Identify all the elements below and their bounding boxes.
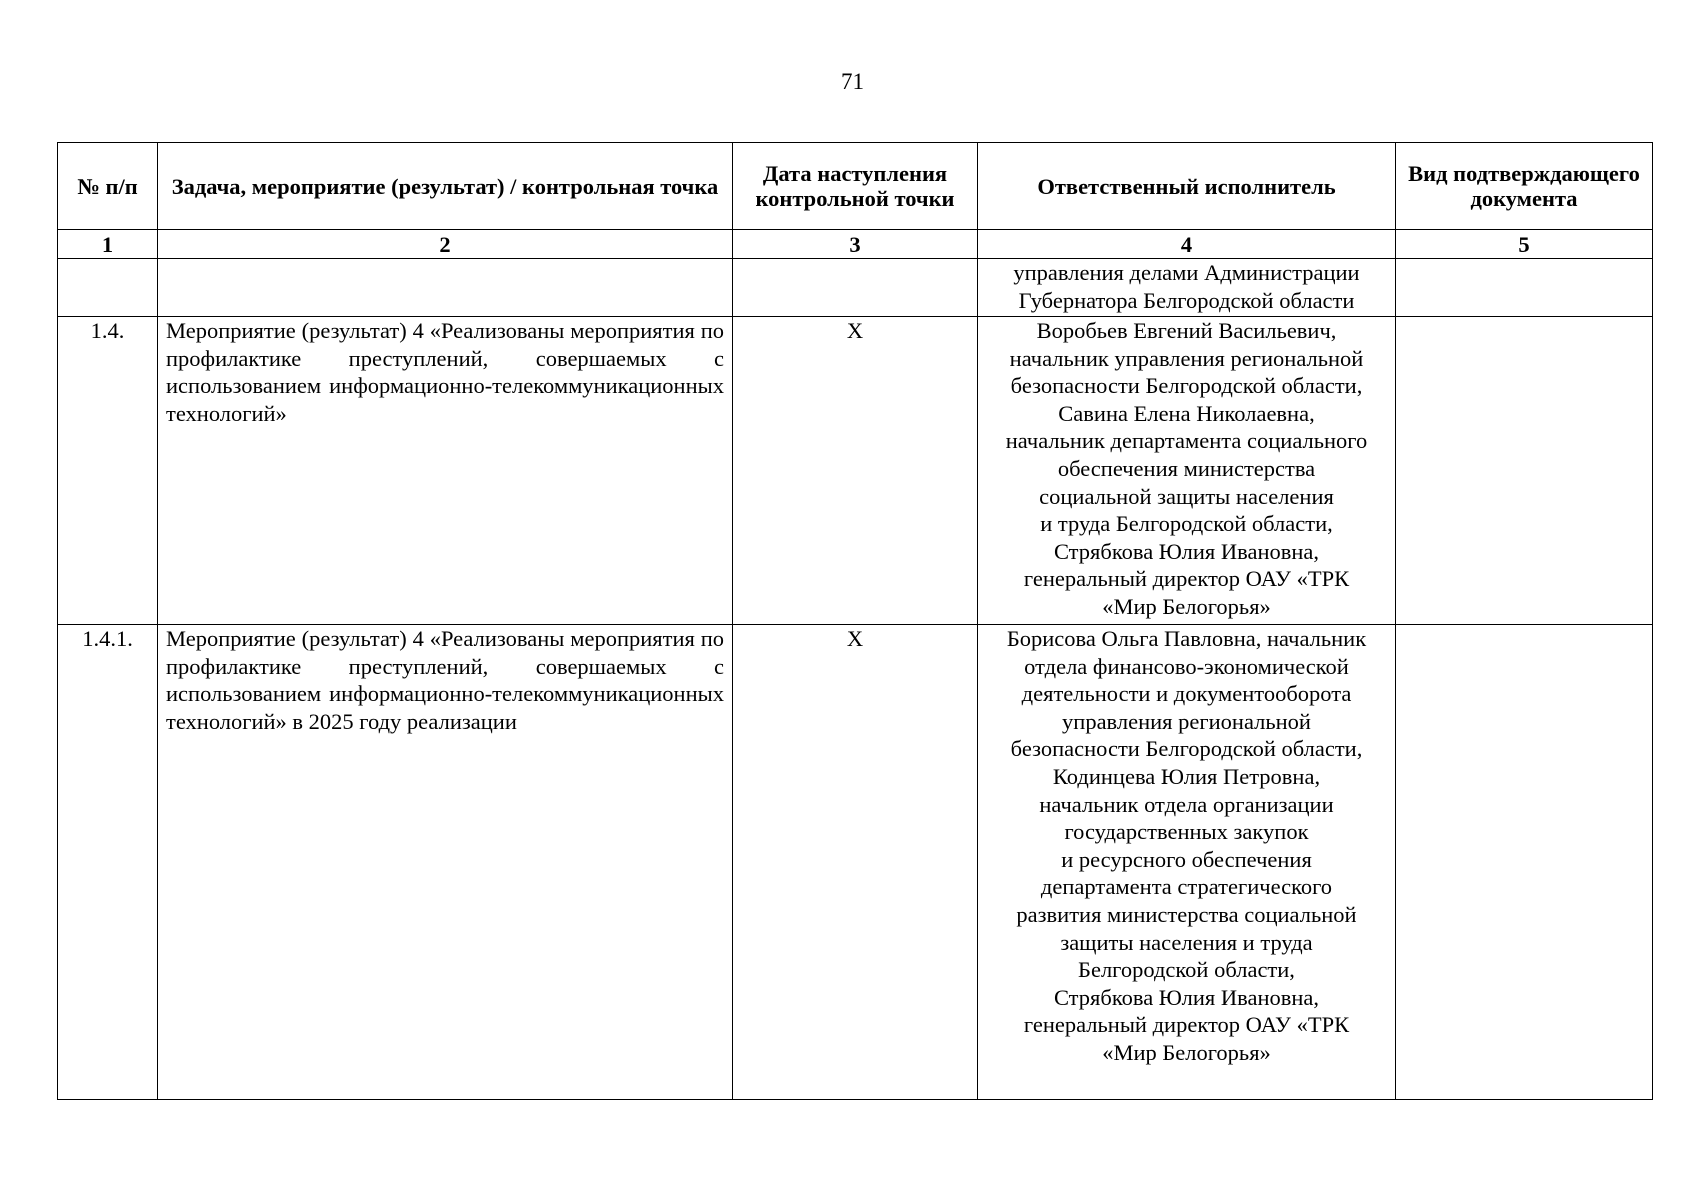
header-date: Дата наступления контрольной точки [733,143,978,230]
row-document [1396,317,1653,625]
executor-line: «Мир Белогорья» [1102,1039,1271,1065]
executor-line: «Мир Белогорья» [1102,593,1271,619]
row-task: Мероприятие (результат) 4 «Реализованы мероприятия по профилактике преступлений, совершаемых с использованием информационно-телекоммуникационных технологий» [158,317,733,625]
executor-line: начальник управления региональной [1009,345,1364,371]
executor-line: безопасности Белгородской области, [1010,373,1363,399]
header-task: Задача, мероприятие (результат) / контрольная точка [158,143,733,230]
column-number: 3 [733,230,978,259]
executor-line: Стрябкова Юлия Ивановна, [1053,984,1320,1010]
executor-line: начальник отдела организации [1039,791,1334,817]
executor-line: Губернатора Белгородской области [1018,287,1355,313]
executor-line: безопасности Белгородской области, [1010,736,1363,762]
page-number: 71 [841,69,864,94]
row-executor [978,259,1396,317]
table-row [58,259,1653,317]
executor-line: и труда Белгородской области, [1040,511,1333,537]
control-points-table [57,142,1653,1100]
executor-line: отдела финансово-экономической [1024,653,1349,679]
executor-line: управления региональной [1062,708,1311,734]
executor-line: социальной защиты населения [1039,483,1334,509]
header-number: № п/п [58,143,158,230]
row-number: 1.4.1. [58,625,158,1100]
executor-line: государственных закупок [1064,819,1309,845]
row-document [1396,625,1653,1100]
column-number-row [58,230,1653,259]
table-row [58,625,1653,1100]
column-number: 1 [58,230,158,259]
executor-line: развития министерства социальной [1016,901,1357,927]
row-document [1396,259,1653,317]
row-date: Х [733,317,978,625]
executor-line: Савина Елена Николаевна, [1058,400,1315,426]
executor-line: начальник департамента социального [1005,428,1368,454]
executor-line: Стрябкова Юлия Ивановна, [1053,538,1320,564]
row-task [158,259,733,317]
executor-line: деятельности и документооборота [1021,681,1352,707]
executor-line: департамента стратегического [1040,874,1333,900]
row-date: Х [733,625,978,1100]
table-header-row [58,143,1653,230]
executor-line: Воробьев Евгений Васильевич, [1036,318,1337,343]
executor-line: и ресурсного обеспечения [1061,846,1312,872]
column-number: 5 [1396,230,1653,259]
executor-line: Кодинцева Юлия Петровна, [1052,763,1321,789]
executor-line: управления делами Администрации [1013,260,1360,285]
executor-line: Белгородской области, [1078,957,1295,983]
row-number [58,259,158,317]
row-executor [978,317,1396,625]
table-row [58,317,1653,625]
executor-line: обеспечения министерства [1057,455,1316,481]
executor-line: генеральный директор ОАУ «ТРК [1023,1012,1350,1038]
row-number: 1.4. [58,317,158,625]
column-number: 2 [158,230,733,259]
column-number: 4 [978,230,1396,259]
executor-line: Борисова Ольга Павловна, начальник [1006,626,1367,651]
row-date [733,259,978,317]
row-executor [978,625,1396,1100]
header-document: Вид подтверждающего документа [1396,143,1653,230]
row-task: Мероприятие (результат) 4 «Реализованы мероприятия по профилактике преступлений, совершаемых с использованием информационно-телекоммуникационных технологий» в 2025 году реализации [158,625,733,1100]
header-executor: Ответственный исполнитель [978,143,1396,230]
executor-line: защиты населения и труда [1060,929,1313,955]
executor-line: генеральный директор ОАУ «ТРК [1023,566,1350,592]
